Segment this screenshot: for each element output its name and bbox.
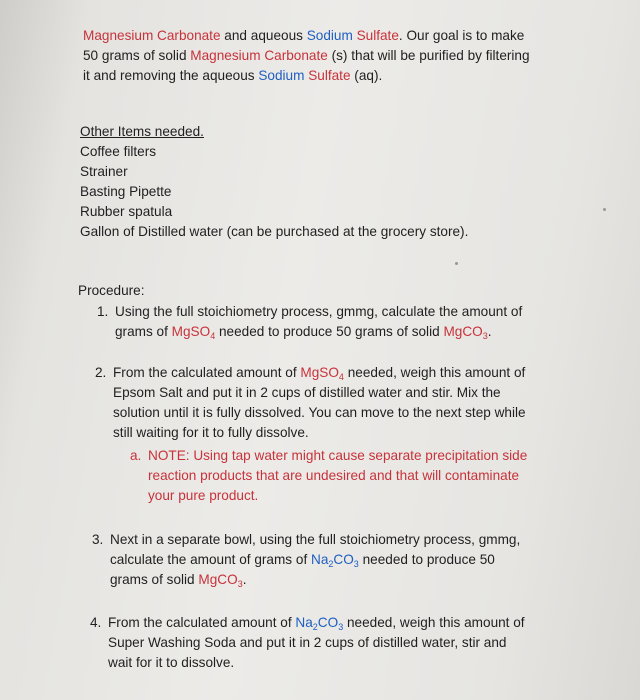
step-4-line-1: [108, 613, 525, 633]
formula-mgso4: [300, 365, 344, 380]
text: Na: [311, 552, 329, 567]
intro-line-1: [83, 26, 524, 46]
step-3-line-1: Next in a separate bowl, using the full stoichiometry process, gmmg,: [110, 532, 521, 547]
subscript: 3: [338, 622, 344, 632]
step-2-line-3: solution until it is fully dissolved. You can move to the next step while: [113, 405, 526, 420]
step-1-line-1: Using the full stoichiometry process, gmmg, calculate the amount of: [115, 304, 523, 319]
step-number: 2.: [95, 365, 107, 380]
step-number: 3.: [92, 532, 104, 547]
text: needed to produce 50 grams of solid: [215, 324, 444, 339]
note-letter: a.: [130, 448, 142, 463]
step-1-line-2: [115, 322, 492, 342]
subscript: 3: [482, 331, 488, 341]
step-3-line-3: [110, 570, 246, 590]
step-4-line-2: Super Washing Soda and put it in 2 cups of distilled water, stir and: [108, 635, 507, 650]
text: and aqueous: [220, 28, 307, 43]
term-sodium: Sodium: [258, 68, 305, 83]
speck: [455, 262, 458, 265]
formula-mgco3: [198, 572, 242, 587]
note-line-1: NOTE: Using tap water might cause separate precipitation side: [148, 448, 528, 463]
text: needed, weigh this amount of: [343, 615, 525, 630]
subscript: 2: [328, 559, 334, 569]
term-sulfate: Sulfate: [308, 68, 351, 83]
term-magnesium-carbonate: Magnesium Carbonate: [190, 48, 328, 63]
note-line-2: reaction products that are undesired and that will contaminate: [148, 468, 520, 483]
text: (aq).: [350, 68, 383, 83]
list-item: Gallon of Distilled water (can be purchased at the grocery store).: [80, 224, 469, 239]
intro-line-3: [83, 66, 382, 86]
subscript: 2: [312, 622, 318, 632]
procedure-heading: Procedure:: [78, 283, 145, 298]
term-sulfate: Sulfate: [356, 28, 399, 43]
formula-na2co3: [311, 552, 359, 567]
subscript: 4: [338, 372, 344, 382]
text: needed to produce 50: [358, 552, 495, 567]
subscript: 3: [237, 579, 243, 589]
formula-mgco3: [443, 324, 487, 339]
term-magnesium-carbonate: Magnesium Carbonate: [83, 28, 221, 43]
text: grams of: [115, 324, 172, 339]
subscript: 3: [353, 559, 359, 569]
list-item: Strainer: [80, 164, 128, 179]
formula-na2co3: [295, 615, 343, 630]
term-sodium: Sodium: [306, 28, 353, 43]
step-2-line-2: Epsom Salt and put it in 2 cups of distilled water and stir. Mix the: [113, 385, 501, 400]
text: MgCO: [443, 324, 483, 339]
text: MgSO: [171, 324, 211, 339]
text: From the calculated amount of: [108, 615, 296, 630]
speck: [603, 208, 606, 211]
intro-line-2: [83, 46, 530, 66]
text: it and removing the aqueous: [83, 68, 259, 83]
text: CO: [317, 615, 339, 630]
list-item: Coffee filters: [80, 144, 157, 159]
text: CO: [333, 552, 354, 567]
text: From the calculated amount of: [113, 365, 301, 380]
step-2-line-4: still waiting for it to fully dissolve.: [113, 425, 309, 440]
text: (s) that will be purified by filtering: [327, 48, 530, 63]
step-number: 4.: [90, 615, 102, 630]
text: grams of solid: [110, 572, 199, 587]
text: 50 grams of solid: [83, 48, 191, 63]
step-2-line-1: [113, 363, 525, 383]
items-heading: Other Items needed.: [80, 124, 204, 139]
formula-mgso4: [172, 324, 216, 339]
step-number: 1.: [97, 304, 109, 319]
text: needed, weigh this amount of: [343, 365, 526, 380]
list-item: Basting Pipette: [80, 184, 172, 199]
text: Na: [295, 615, 313, 630]
text: calculate the amount of grams of: [110, 552, 311, 567]
text: MgCO: [198, 572, 238, 587]
list-item: Rubber spatula: [80, 204, 173, 219]
subscript: 4: [210, 331, 216, 341]
step-3-line-2: [110, 550, 495, 570]
note-line-3: your pure product.: [148, 488, 259, 503]
text: MgSO: [300, 365, 339, 380]
step-4-line-3: wait for it to dissolve.: [108, 655, 235, 670]
text: . Our goal is to make: [398, 28, 525, 43]
text: .: [487, 324, 492, 339]
text: .: [242, 572, 247, 587]
